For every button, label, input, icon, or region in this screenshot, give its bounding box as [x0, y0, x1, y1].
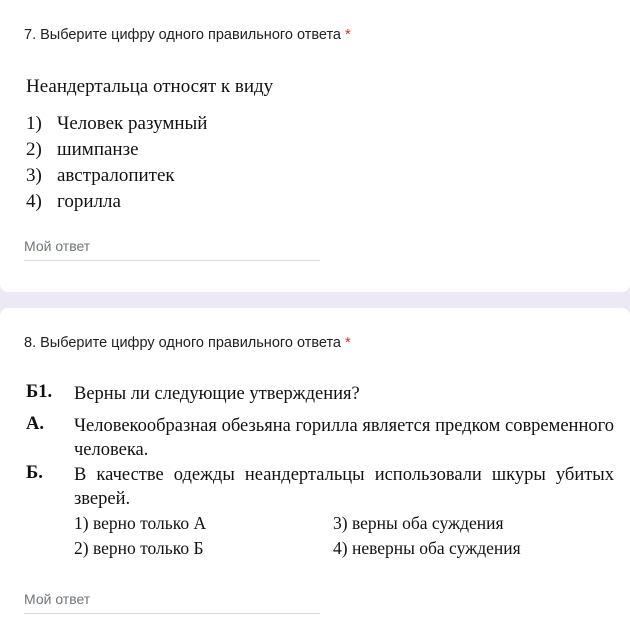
option-row: [26, 139, 139, 161]
question-title-text: 8. Выберите цифру одного правильного ответа: [24, 335, 341, 351]
option-number: 4): [333, 538, 348, 558]
option-number: 1): [26, 113, 42, 134]
option-row: [333, 513, 504, 534]
statement-key: А.: [26, 414, 44, 434]
option-text: верны оба суждения: [351, 513, 504, 533]
option-number: 2): [26, 139, 42, 160]
question-card-7: [0, 0, 630, 292]
option-number: 3): [333, 513, 348, 533]
option-row: [26, 191, 121, 213]
statement-text: В качестве одежды неандертальцы использовали шкуры убитых зверей.: [74, 465, 614, 509]
question-title: [24, 27, 351, 43]
statement-key: Б1.: [26, 382, 53, 402]
answer-underline: [24, 613, 320, 614]
option-number: 3): [26, 165, 42, 186]
option-text: горилла: [57, 191, 121, 212]
option-text: неверны оба суждения: [351, 538, 521, 558]
answer-input[interactable]: Мой ответ: [24, 238, 91, 254]
option-row: [74, 538, 204, 559]
option-number: 2): [74, 538, 89, 558]
option-row: [74, 513, 206, 534]
statement-text: Верны ли следующие утверждения?: [74, 384, 360, 404]
question-card-8: [0, 308, 630, 644]
option-row: [26, 113, 207, 135]
required-asterisk: *: [345, 27, 351, 43]
option-number: 4): [26, 191, 42, 212]
option-text: шимпанзе: [57, 139, 139, 160]
answer-input[interactable]: Мой ответ: [24, 591, 91, 607]
question-title-text: 7. Выберите цифру одного правильного ответа: [24, 27, 341, 43]
statement-key: Б.: [26, 463, 43, 483]
option-text: австралопитек: [57, 165, 175, 186]
option-text: Человек разумный: [57, 113, 208, 134]
option-row: [26, 165, 175, 187]
question-title: [24, 335, 351, 351]
statement-text: Человекообразная обезьяна горилла является предком современного человека.: [74, 416, 614, 460]
option-number: 1): [74, 513, 89, 533]
required-asterisk: *: [345, 335, 351, 351]
option-text: верно только А: [92, 513, 207, 533]
option-text: верно только Б: [92, 538, 204, 558]
option-row: [333, 538, 521, 559]
answer-underline: [24, 260, 320, 261]
question-stem: Неандертальца относят к виду: [26, 76, 274, 97]
